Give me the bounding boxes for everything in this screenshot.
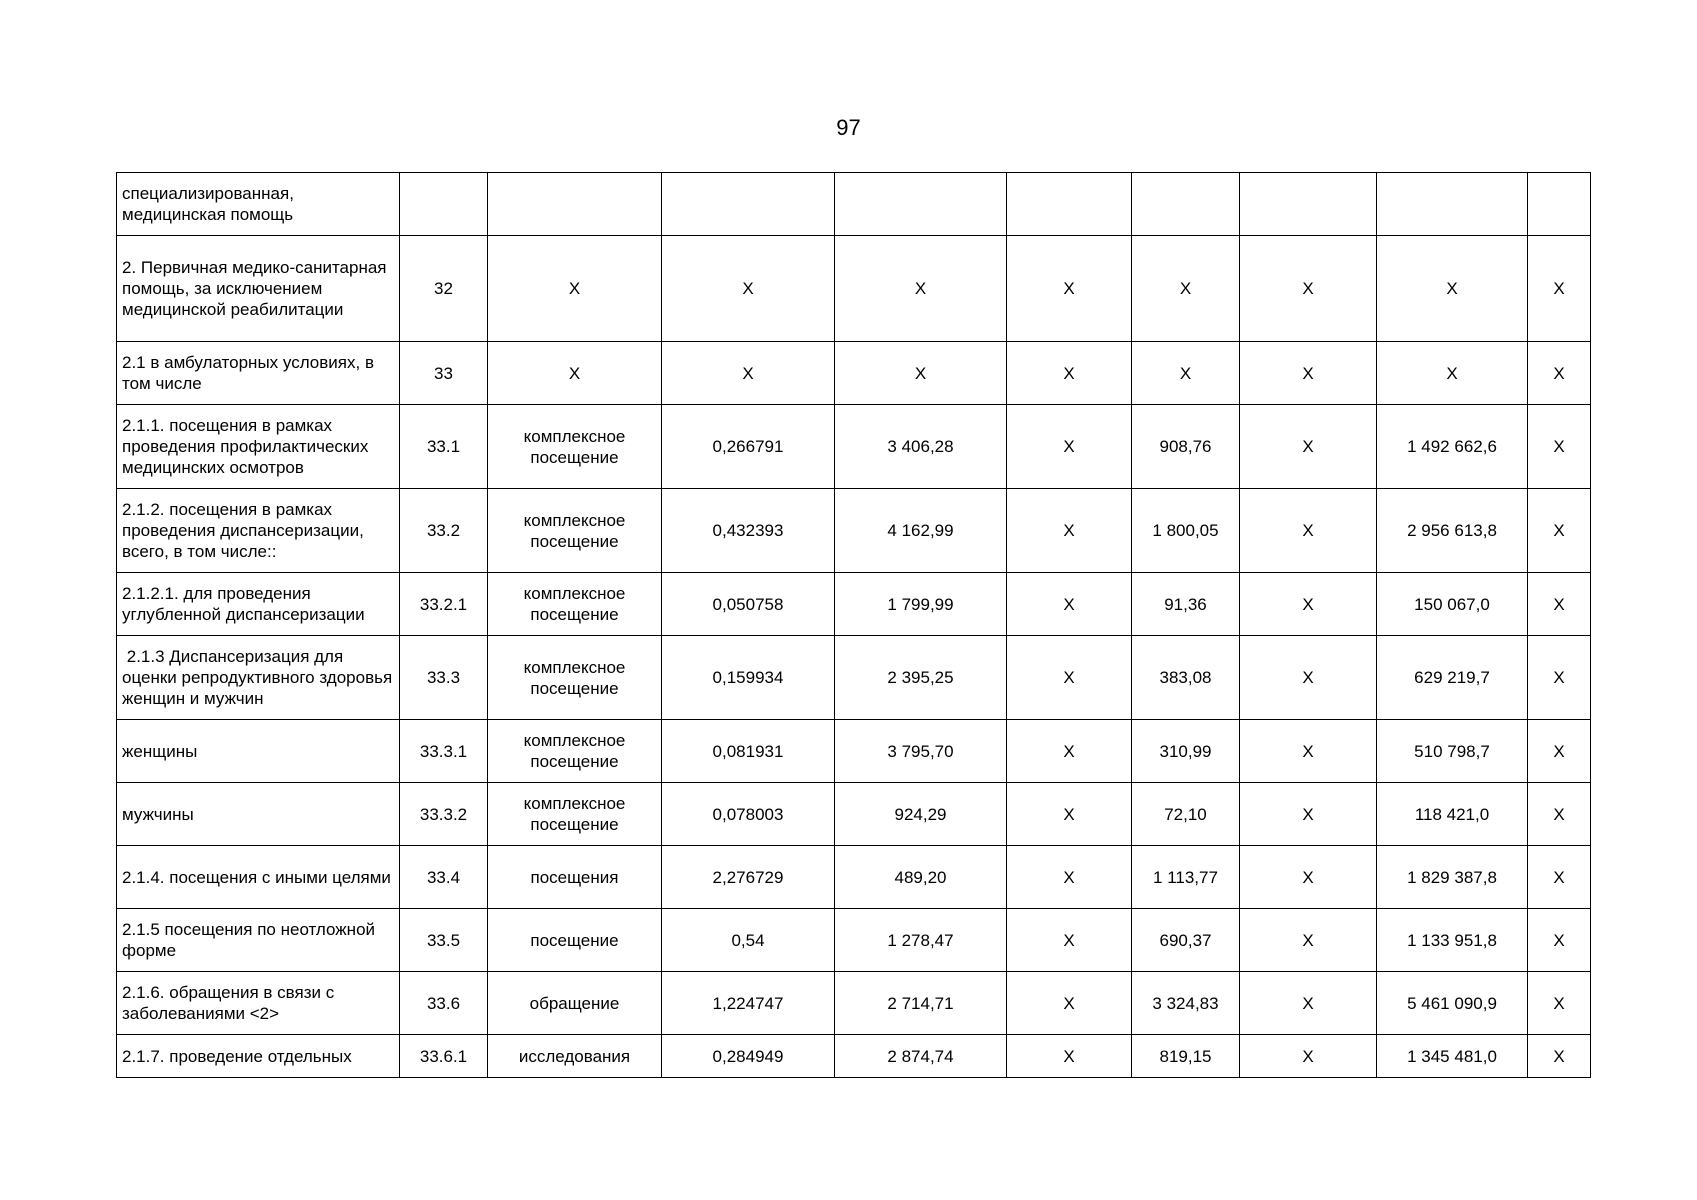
value-cell: X xyxy=(1132,342,1240,405)
table-row xyxy=(117,972,1591,1035)
value-cell: 3 324,83 xyxy=(1132,972,1240,1035)
row-name-cell: 2.1 в амбулаторных условиях, в том числе xyxy=(117,342,400,405)
value-cell: 2 395,25 xyxy=(835,636,1007,720)
row-unit-cell: комплексное посещение xyxy=(488,489,662,573)
value-cell: 908,76 xyxy=(1132,405,1240,489)
row-name-cell: 2.1.3 Диспансеризация для оценки репродуктивного здоровья женщин и мужчин xyxy=(117,636,400,720)
value-cell: 0,081931 xyxy=(662,720,835,783)
row-name-cell: 2.1.2. посещения в рамках проведения диспансеризации, всего, в том числе:: xyxy=(117,489,400,573)
row-code-cell: 33.2.1 xyxy=(400,573,488,636)
value-cell: X xyxy=(1528,783,1591,846)
table-row xyxy=(117,846,1591,909)
value-cell: X xyxy=(1007,909,1132,972)
value-cell: X xyxy=(1528,1035,1591,1078)
row-code-cell: 33.2 xyxy=(400,489,488,573)
row-unit-cell: исследования xyxy=(488,1035,662,1078)
value-cell: 310,99 xyxy=(1132,720,1240,783)
row-code-cell: 33 xyxy=(400,342,488,405)
value-cell: X xyxy=(1007,846,1132,909)
value-cell: 1 278,47 xyxy=(835,909,1007,972)
row-code-cell: 33.4 xyxy=(400,846,488,909)
value-cell: 1 829 387,8 xyxy=(1377,846,1528,909)
value-cell: X xyxy=(1007,972,1132,1035)
value-cell: X xyxy=(1528,720,1591,783)
table-row xyxy=(117,783,1591,846)
table-row xyxy=(117,236,1591,342)
value-cell: 0,432393 xyxy=(662,489,835,573)
row-code-cell: 33.3.1 xyxy=(400,720,488,783)
value-cell: X xyxy=(1007,489,1132,573)
value-cell xyxy=(1377,173,1528,236)
table-row xyxy=(117,909,1591,972)
row-unit-cell: посещение xyxy=(488,909,662,972)
value-cell: 118 421,0 xyxy=(1377,783,1528,846)
table-row xyxy=(117,342,1591,405)
row-name-cell: 2. Первичная медико-санитарная помощь, за исключением медицинской реабилитации xyxy=(117,236,400,342)
row-name-cell: 2.1.4. посещения с иными целями xyxy=(117,846,400,909)
value-cell: X xyxy=(662,342,835,405)
value-cell: X xyxy=(1240,909,1377,972)
value-cell: X xyxy=(1528,846,1591,909)
value-cell: X xyxy=(1240,720,1377,783)
value-cell: 1 800,05 xyxy=(1132,489,1240,573)
value-cell xyxy=(662,173,835,236)
row-name-cell: 2.1.2.1. для проведения углубленной диспансеризации xyxy=(117,573,400,636)
value-cell: X xyxy=(1007,783,1132,846)
value-cell xyxy=(1240,173,1377,236)
value-cell: 690,37 xyxy=(1132,909,1240,972)
value-cell: 150 067,0 xyxy=(1377,573,1528,636)
row-name-cell: 2.1.7. проведение отдельных xyxy=(117,1035,400,1078)
row-unit-cell: X xyxy=(488,342,662,405)
value-cell: 3 795,70 xyxy=(835,720,1007,783)
value-cell: 0,078003 xyxy=(662,783,835,846)
value-cell: X xyxy=(1528,573,1591,636)
value-cell: X xyxy=(1007,1035,1132,1078)
value-cell: X xyxy=(1240,636,1377,720)
value-cell: 2 714,71 xyxy=(835,972,1007,1035)
table-row xyxy=(117,173,1591,236)
row-name-cell: мужчины xyxy=(117,783,400,846)
value-cell: 1 492 662,6 xyxy=(1377,405,1528,489)
row-unit-cell: комплексное посещение xyxy=(488,636,662,720)
value-cell: 924,29 xyxy=(835,783,1007,846)
value-cell: X xyxy=(835,342,1007,405)
value-cell xyxy=(1132,173,1240,236)
value-cell: X xyxy=(1240,405,1377,489)
data-table xyxy=(116,172,1591,1078)
value-cell xyxy=(835,173,1007,236)
value-cell: 3 406,28 xyxy=(835,405,1007,489)
row-code-cell: 33.1 xyxy=(400,405,488,489)
value-cell: X xyxy=(1007,720,1132,783)
row-name-cell: женщины xyxy=(117,720,400,783)
row-code-cell: 33.5 xyxy=(400,909,488,972)
value-cell: 510 798,7 xyxy=(1377,720,1528,783)
row-name-cell: 2.1.6. обращения в связи с заболеваниями <2> xyxy=(117,972,400,1035)
value-cell: X xyxy=(1377,236,1528,342)
table-row xyxy=(117,405,1591,489)
value-cell: X xyxy=(1007,236,1132,342)
value-cell: X xyxy=(1240,489,1377,573)
row-unit-cell: комплексное посещение xyxy=(488,405,662,489)
value-cell: X xyxy=(1007,342,1132,405)
row-code-cell: 33.3 xyxy=(400,636,488,720)
table-row xyxy=(117,1035,1591,1078)
value-cell: X xyxy=(1240,236,1377,342)
row-name-cell: 2.1.1. посещения в рамках проведения профилактических медицинских осмотров xyxy=(117,405,400,489)
value-cell: 489,20 xyxy=(835,846,1007,909)
value-cell: X xyxy=(1007,636,1132,720)
value-cell: 5 461 090,9 xyxy=(1377,972,1528,1035)
value-cell: 1 133 951,8 xyxy=(1377,909,1528,972)
value-cell: X xyxy=(1240,342,1377,405)
value-cell: 629 219,7 xyxy=(1377,636,1528,720)
value-cell: 1 113,77 xyxy=(1132,846,1240,909)
row-unit-cell: комплексное посещение xyxy=(488,783,662,846)
value-cell: X xyxy=(1132,236,1240,342)
row-name-cell: 2.1.5 посещения по неотложной форме xyxy=(117,909,400,972)
value-cell: X xyxy=(1528,972,1591,1035)
row-name-cell: специализированная, медицинская помощь xyxy=(117,173,400,236)
value-cell: 383,08 xyxy=(1132,636,1240,720)
table-row xyxy=(117,573,1591,636)
value-cell: X xyxy=(1528,236,1591,342)
row-unit-cell: комплексное посещение xyxy=(488,720,662,783)
value-cell: 0,159934 xyxy=(662,636,835,720)
row-unit-cell xyxy=(488,173,662,236)
value-cell: X xyxy=(1377,342,1528,405)
value-cell: 0,266791 xyxy=(662,405,835,489)
value-cell: X xyxy=(1528,405,1591,489)
value-cell: X xyxy=(1240,846,1377,909)
row-unit-cell: посещения xyxy=(488,846,662,909)
value-cell: 72,10 xyxy=(1132,783,1240,846)
value-cell: X xyxy=(1007,405,1132,489)
row-unit-cell: комплексное посещение xyxy=(488,573,662,636)
value-cell: 4 162,99 xyxy=(835,489,1007,573)
row-code-cell: 33.3.2 xyxy=(400,783,488,846)
value-cell: 0,54 xyxy=(662,909,835,972)
value-cell: X xyxy=(1240,573,1377,636)
value-cell: X xyxy=(1528,342,1591,405)
value-cell: 2 874,74 xyxy=(835,1035,1007,1078)
value-cell: 1,224747 xyxy=(662,972,835,1035)
value-cell: X xyxy=(1240,1035,1377,1078)
row-code-cell xyxy=(400,173,488,236)
value-cell: 819,15 xyxy=(1132,1035,1240,1078)
value-cell: X xyxy=(1528,909,1591,972)
row-code-cell: 33.6 xyxy=(400,972,488,1035)
value-cell: 0,284949 xyxy=(662,1035,835,1078)
value-cell: 1 799,99 xyxy=(835,573,1007,636)
table-row xyxy=(117,489,1591,573)
value-cell: X xyxy=(1528,636,1591,720)
table-row xyxy=(117,720,1591,783)
value-cell: 91,36 xyxy=(1132,573,1240,636)
page-number: 97 xyxy=(836,115,861,140)
value-cell: X xyxy=(1240,972,1377,1035)
value-cell: 2,276729 xyxy=(662,846,835,909)
value-cell: 0,050758 xyxy=(662,573,835,636)
value-cell: 2 956 613,8 xyxy=(1377,489,1528,573)
row-code-cell: 32 xyxy=(400,236,488,342)
value-cell: X xyxy=(1007,573,1132,636)
value-cell xyxy=(1528,173,1591,236)
value-cell: X xyxy=(835,236,1007,342)
value-cell xyxy=(1007,173,1132,236)
value-cell: X xyxy=(1240,783,1377,846)
value-cell: X xyxy=(1528,489,1591,573)
row-unit-cell: X xyxy=(488,236,662,342)
value-cell: X xyxy=(662,236,835,342)
value-cell: 1 345 481,0 xyxy=(1377,1035,1528,1078)
row-unit-cell: обращение xyxy=(488,972,662,1035)
table-row xyxy=(117,636,1591,720)
row-code-cell: 33.6.1 xyxy=(400,1035,488,1078)
